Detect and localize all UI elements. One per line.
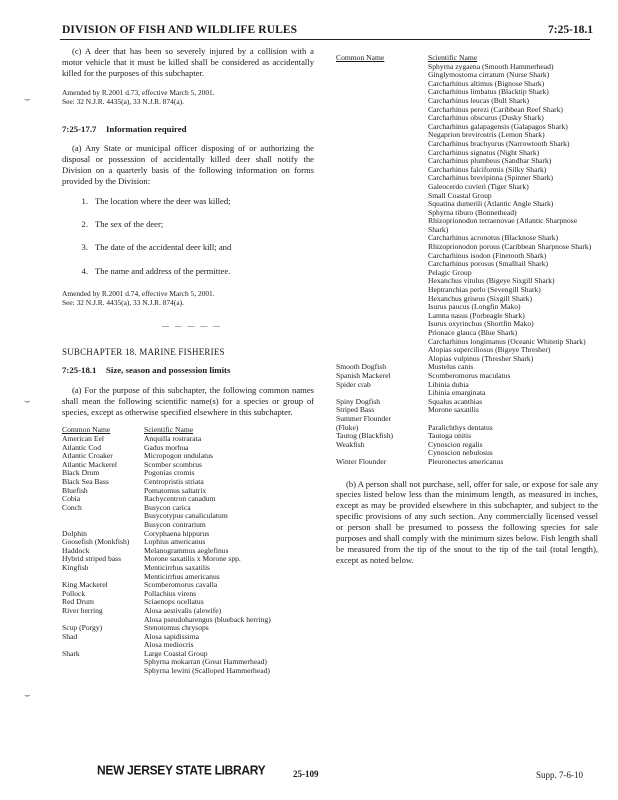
- common-name-cell: [336, 277, 428, 286]
- scientific-name-cell: Libinia dubia: [428, 379, 469, 389]
- common-name-cell: Shark: [62, 648, 80, 658]
- common-name-cell: Dolphin: [62, 528, 87, 538]
- list-item: [62, 219, 314, 229]
- common-name-cell: [336, 97, 428, 106]
- list-number: 2.: [81, 218, 88, 229]
- scientific-name-cell: Carcharhinus brachyurus (Narrowtooth Shark): [428, 138, 570, 148]
- common-name-cell: [62, 667, 144, 676]
- scientific-name-cell: Scomber scombrus: [144, 459, 202, 469]
- common-name-cell: Atlantic Mackerel: [62, 459, 118, 469]
- scientific-name-cell: Mustelus canis: [428, 362, 474, 372]
- common-name-cell: Spanish Mackerel: [336, 370, 391, 380]
- common-name-cell: Conch: [62, 502, 82, 512]
- common-name-cell: [336, 174, 428, 183]
- library-stamp: NEW JERSEY STATE LIBRARY: [97, 762, 266, 778]
- scientific-name-cell: Isurus paucus (Longfin Mako): [428, 302, 521, 312]
- scientific-name-cell: Stenotomus chrysops: [144, 623, 209, 633]
- running-header-left: DIVISION OF FISH AND WILDLIFE RULES: [62, 24, 298, 36]
- common-name-cell: [62, 512, 144, 521]
- scientific-name-cell: Alosa aestivalis (alewife): [144, 605, 222, 615]
- margin-mark: ⌣: [24, 396, 31, 407]
- common-name-cell: [336, 295, 428, 304]
- paragraph-c: (c) A deer that has been so severely injured by a collision with a motor vehicle that it must be killed shall be considered as accidentally killed for the purposes of this subchapter.: [62, 46, 314, 78]
- scientific-name-cell: Alosa pseudoharengus (blueback herring): [144, 614, 271, 624]
- table-row: [336, 217, 598, 234]
- scientific-name-cell: Pomatomus saltatrix: [144, 485, 207, 495]
- scientific-name-cell: Anquilla rostrarata: [144, 434, 202, 444]
- scientific-name-cell: Rhizoprionodon terraenovae (Atlantic Sharpnose Shark): [428, 216, 578, 234]
- common-name-cell: [336, 269, 428, 278]
- common-name-cell: Weakfish: [336, 439, 365, 449]
- citation-note: See: 32 N.J.R. 4435(a), 33 N.J.R. 874(a).: [62, 96, 184, 106]
- amendment-note: Amended by R.2001 d.73, effective March 5, 2001.: [62, 87, 215, 97]
- header-rule: [60, 39, 590, 40]
- right-column: [336, 54, 598, 575]
- section-heading: [62, 124, 314, 134]
- section-divider: — — — — —: [162, 321, 222, 330]
- scientific-name-cell: Scomberomorus cavalla: [144, 580, 218, 590]
- scientific-name-cell: Busycotypus canaliculatum: [144, 511, 228, 521]
- common-name-cell: [336, 346, 428, 355]
- scientific-name-cell: Sciaenops ocellatus: [144, 597, 204, 607]
- common-name-cell: [336, 106, 428, 115]
- common-name-cell: Atlantic Cod: [62, 442, 102, 452]
- scientific-name-cell: Squatina dumerili (Atlantic Angle Shark): [428, 199, 554, 209]
- scientific-name-cell: Tautoga onitis: [428, 431, 472, 441]
- scientific-name-cell: Alopias vulpinus (Thresher Shark): [428, 353, 534, 363]
- scientific-name-cell: Morone saxatilis x Morone spp.: [144, 554, 241, 564]
- scientific-name-cell: Carcharhinus falciformis (Silky Shark): [428, 164, 547, 174]
- scientific-name-cell: Pelagic Group: [428, 267, 472, 277]
- common-name-cell: Goosefish (Monkfish): [62, 537, 130, 547]
- common-name-cell: American Eel: [62, 434, 104, 444]
- list-item: [62, 266, 314, 276]
- common-name-cell: [336, 63, 428, 72]
- common-name-cell: Black Drum: [62, 468, 100, 478]
- section-heading: [62, 365, 314, 375]
- scientific-name-cell: Carcharhinus galapagensis (Galapagos Shark): [428, 121, 568, 131]
- common-name-cell: Spiny Dogfish: [336, 396, 381, 406]
- common-name-cell: [336, 131, 428, 140]
- scientific-name-cell: Sphyrna tiburo (Bonnethead): [428, 207, 517, 217]
- common-name-cell: Red Drum: [62, 597, 94, 607]
- section-number: 7:25-18.1: [62, 365, 97, 376]
- scientific-name-cell: Carcharhinus brevipinna (Spinner Shark): [428, 173, 554, 183]
- scientific-name-cell: Carcharhinus perezi (Caribbean Reef Shark): [428, 104, 563, 114]
- common-name-cell: [336, 312, 428, 321]
- scientific-name-cell: Gadus morhua: [144, 442, 189, 452]
- common-name-cell: [336, 183, 428, 192]
- scientific-name-cell: Busycon carica: [144, 502, 191, 512]
- common-name-cell: [336, 252, 428, 261]
- scientific-name-cell: Pogonias cromis: [144, 468, 195, 478]
- paragraph-a: (a) Any State or municipal officer disposing of or authorizing the disposal or possession of accidentally killed deer shall notify the Division on a quarterly basis of the following information on forms provided by the Division:: [62, 143, 314, 186]
- list-text: The sex of the deer;: [95, 218, 164, 229]
- margin-mark: ⌣: [24, 94, 31, 105]
- scientific-name-cell: Cynoscion regalis: [428, 439, 483, 449]
- common-name-cell: Summer Flounder: [336, 413, 392, 423]
- info-list: [62, 196, 314, 276]
- common-name-cell: King Mackerel: [62, 580, 108, 590]
- common-name-cell: [336, 140, 428, 149]
- common-name-cell: [336, 88, 428, 97]
- scientific-name-cell: Libinia emarginata: [428, 388, 486, 398]
- list-number: 4.: [81, 265, 88, 276]
- common-name-cell: Atlantic Croaker: [62, 451, 113, 461]
- common-name-cell: [336, 200, 428, 209]
- column-header-common: Common Name: [336, 53, 385, 62]
- subchapter-heading: SUBCHAPTER 18. MARINE FISHERIES: [62, 347, 225, 358]
- common-name-cell: [336, 234, 428, 243]
- common-name-cell: Winter Flounder: [336, 456, 387, 466]
- scientific-name-cell: Hexanchus vitulus (Bigeye Sixgill Shark): [428, 276, 555, 286]
- scientific-name-cell: Menticirrhus americanus: [144, 571, 220, 581]
- common-name-cell: Cobia: [62, 494, 81, 504]
- common-name-cell: Black Sea Bass: [62, 477, 109, 486]
- common-name-cell: [336, 217, 428, 234]
- common-name-cell: Tautog (Blackfish): [336, 431, 394, 441]
- common-name-cell: [336, 157, 428, 166]
- scientific-name-cell: Carcharhinus plumbeus (Sandbar Shark): [428, 156, 552, 166]
- table-row: [62, 667, 314, 676]
- scientific-name-cell: Carcharhinus porosus (Smalltail Shark): [428, 259, 549, 269]
- scientific-name-cell: Carcharhinus obscurus (Dusky Shark): [428, 113, 544, 123]
- scientific-name-cell: Coryphaena hippurus: [144, 528, 210, 538]
- common-name-cell: [336, 192, 428, 201]
- margin-mark: ⌣: [24, 690, 31, 701]
- common-name-cell: [336, 303, 428, 312]
- paragraph-b: (b) A person shall not purchase, sell, offer for sale, or expose for sale any species listed below less than the minimum length, as measured in inches, except as may be provided elsewhere in this subchapter, and subject to the specific provisions of any such section. Any commercially licensed vessel or person shall be presumed to possess the following species for sale purposes and shall comply with the minimum sizes below. Fish length shall be measured from the tip of the snout to the tip of the tail (total length), except as noted below.: [336, 478, 598, 565]
- section-title: Information required: [106, 123, 187, 134]
- scientific-name-cell: Alopias superciliosus (Bigeye Thresher): [428, 345, 551, 355]
- common-name-cell: Haddock: [62, 545, 90, 555]
- scientific-name-cell: Carcharhinus isodon (Finetooth Shark): [428, 250, 547, 260]
- section-title: Size, season and possession limits: [106, 365, 231, 376]
- scientific-name-cell: Scomberomorus maculatus: [428, 370, 511, 380]
- scientific-name-cell: Galeocerdo cuvieri (Tiger Shark): [428, 181, 529, 191]
- scientific-name-cell: Centropristis striata: [144, 477, 204, 486]
- scientific-name-cell: Sphyrna mokarran (Great Hammerhead): [144, 657, 267, 667]
- scientific-name-cell: Rhizoprionodon porous (Caribbean Sharpnose Shark): [428, 242, 592, 252]
- common-name-cell: River herring: [62, 605, 103, 615]
- running-header-right: 7:25-18.1: [548, 24, 594, 36]
- common-name-cell: Bluefish: [62, 485, 88, 495]
- common-name-cell: Striped Bass: [336, 405, 375, 415]
- table-row: [336, 458, 598, 467]
- scientific-name-cell: Melanogrammus aeglefinus: [144, 545, 229, 555]
- scientific-name-cell: Negaprion brevirostris (Lemon Shark): [428, 130, 545, 140]
- scientific-name-cell: Carcharhinus altimus (Bignose Shark): [428, 78, 545, 88]
- common-name-cell: [336, 243, 428, 252]
- scientific-name-cell: Sphyrna lewini (Scalloped Hammerhead): [144, 666, 270, 676]
- common-name-cell: Smooth Dogfish: [336, 362, 386, 372]
- list-number: 3.: [81, 242, 88, 253]
- scientific-name-cell: Menticirrhus saxatilis: [144, 562, 211, 572]
- paragraph-a: (a) For the purpose of this subchapter, the following common names shall mean the following scientific name(s) for a species or group of species, except as otherwise specified elsewhere in this subchapter.: [62, 384, 314, 417]
- common-name-cell: [336, 149, 428, 158]
- common-name-cell: [336, 260, 428, 269]
- column-header-scientific: Scientific Name: [428, 53, 478, 62]
- common-name-cell: [336, 320, 428, 329]
- common-name-cell: [336, 209, 428, 218]
- scientific-name-cell: Pleuronectes americanus: [428, 456, 504, 466]
- common-name-cell: Pollock: [62, 588, 86, 598]
- common-name-cell: [336, 80, 428, 89]
- scientific-name-cell: Carcharhinus longimanus (Oceanic Whitetip Shark): [428, 336, 586, 346]
- scientific-name-cell: Small Coastal Group: [428, 190, 492, 200]
- supplement-date: Supp. 7-6-10: [536, 770, 583, 780]
- section-number: 7:25-17.7: [62, 123, 97, 134]
- scientific-name-cell: Micropogon undulatus: [144, 451, 213, 461]
- common-name-cell: [62, 658, 144, 667]
- scientific-name-cell: Morone saxatilis: [428, 405, 479, 415]
- scientific-name-cell: Squalus acanthias: [428, 396, 483, 406]
- scientific-name-cell: Paralichthys dentatus: [428, 422, 493, 432]
- scientific-name-cell: Alosa sapidissima: [144, 631, 200, 641]
- scientific-name-cell: Lamna nasus (Porbeagle Shark): [428, 310, 525, 320]
- amendment-note: Amended by R.2001 d.74, effective March 5, 2001.: [62, 288, 215, 298]
- scientific-name-cell: Ginglymostoma cirratum (Nurse Shark): [428, 70, 550, 80]
- common-name-cell: Hybrid striped bass: [62, 554, 122, 564]
- scientific-name-cell: Pollachius virens: [144, 588, 197, 598]
- column-header-common: Common Name: [62, 425, 111, 435]
- list-text: The name and address of the permittee.: [95, 265, 231, 276]
- scientific-name-cell: Carcharhinus signatus (Night Shark): [428, 147, 540, 157]
- common-name-cell: [336, 329, 428, 338]
- species-table-right: [336, 54, 598, 467]
- common-name-cell: Spider crab: [336, 379, 371, 389]
- scientific-name-cell: Prionace glauca (Blue Shark): [428, 328, 518, 337]
- common-name-cell: (Fluke): [336, 422, 359, 432]
- common-name-cell: [336, 286, 428, 295]
- page-number: 25-109: [293, 769, 319, 779]
- scientific-name-cell: Lophius americanus: [144, 537, 206, 547]
- scientific-name-cell: Heptranchias perlo (Sevengill Shark): [428, 285, 541, 295]
- common-name-cell: Shad: [62, 631, 78, 641]
- common-name-cell: [336, 166, 428, 175]
- scientific-name-cell: Rachycentron canadum: [144, 494, 216, 504]
- scientific-name-cell: Hexanchus griseus (Sixgill Shark): [428, 293, 532, 303]
- scientific-name-cell: Alosa mediocris: [144, 640, 194, 650]
- left-column: [62, 46, 314, 676]
- list-number: 1.: [81, 195, 88, 206]
- list-item: [62, 242, 314, 252]
- common-name-cell: [336, 114, 428, 123]
- common-name-cell: Kingfish: [62, 562, 89, 572]
- common-name-cell: [336, 123, 428, 132]
- scientific-name-cell: Sphyrna zygaena (Smooth Hammerhead): [428, 61, 554, 71]
- citation-note: See: 32 N.J.R. 4435(a), 33 N.J.R. 874(a).: [62, 297, 184, 307]
- scientific-name-cell: Cynoscion nebulosus: [428, 448, 493, 458]
- common-name-cell: Scup (Porgy): [62, 623, 103, 633]
- scientific-name-cell: Carcharhinus leucas (Bull Shark): [428, 95, 530, 105]
- list-item: [62, 196, 314, 206]
- common-name-cell: [336, 71, 428, 80]
- scientific-name-cell: Busycon contrarium: [144, 519, 206, 529]
- list-text: The location where the deer was killed;: [95, 195, 231, 206]
- column-header-scientific: Scientific Name: [144, 425, 194, 435]
- list-text: The date of the accidental deer kill; and: [95, 242, 232, 253]
- common-name-cell: [336, 338, 428, 347]
- scientific-name-cell: Isurus oxyrinchus (Shortfin Mako): [428, 319, 534, 329]
- scientific-name-cell: Carcharhinus limbatus (Blacktip Shark): [428, 87, 549, 97]
- scientific-name-cell: Carcharhinus acronotus (Blacknose Shark): [428, 233, 559, 243]
- scientific-name-cell: Large Coastal Group: [144, 648, 208, 658]
- species-table-left: [62, 426, 314, 675]
